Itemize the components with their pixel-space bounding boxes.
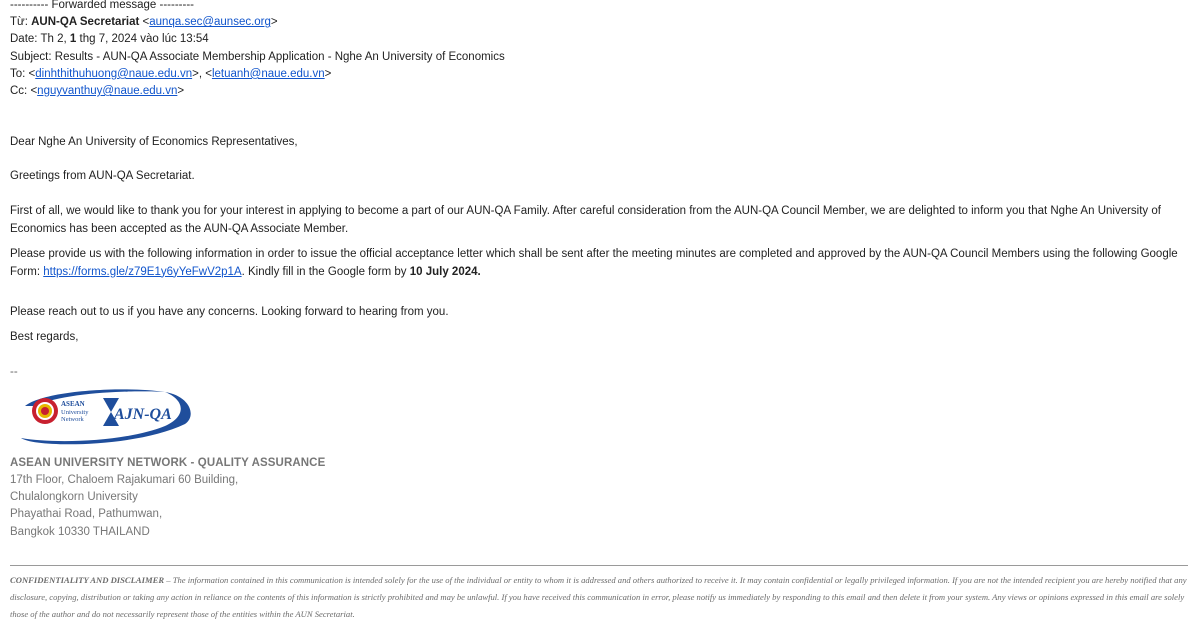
signature-separator: -- (10, 366, 18, 378)
subject-line (10, 49, 505, 66)
sender-name: AUN-QA Secretariat (31, 16, 140, 29)
logo-text-network: Network (61, 416, 84, 423)
greeting-text: Dear Nghe An University of Economics Representatives, (10, 136, 298, 148)
signature-block (10, 455, 325, 541)
closing-text: Best regards, (10, 331, 79, 343)
recipient-email-link-1[interactable]: dinhthithuhuong@naue.edu.vn (35, 67, 193, 80)
date-label: Date: (10, 33, 38, 46)
disclaimer-text: – The information contained in this communication is intended solely for the use of the individual or entity to whom it is addressed and others authorized to receive it. It may contain confidential or legally privileged information. If you are not the intended recipient you are hereby notified that any disclosure, copying, distribution or taking any action in reliance on the contents of this information is strictly prohibited and may be unlawful. If you have received this communication in error, please notify us immediately by responding to this email and then delete it from your system. Any views or opinions expressed in this email are solely those of the author and do not necessarily represent those of the entities within the AUN Secretariat. (10, 575, 1187, 619)
aun-qa-logo-graphic (15, 386, 195, 446)
date-day: 1 (69, 33, 77, 46)
logo-text-aun-qa: AJN-QA (114, 406, 172, 423)
forwarded-divider: ---------- Forwarded message --------- (10, 0, 194, 11)
cc-email-link[interactable]: nguyvanthuy@naue.edu.vn (37, 85, 178, 98)
signature-address-line-4: Bangkok 10330 THAILAND (10, 525, 150, 538)
signature-address-line-2: Chulalongkorn University (10, 491, 138, 504)
from-label: Từ: (10, 16, 28, 29)
google-form-link[interactable]: https://forms.gle/z79E1y6yYeFwV2p1A (43, 265, 242, 278)
logo-text-asean: ASEAN (61, 400, 85, 408)
recipient-email-link-2[interactable]: letuanh@naue.edu.vn (211, 67, 325, 80)
paragraph-contact: Please reach out to us if you have any concerns. Looking forward to hearing from you. (10, 306, 449, 318)
subject-label: Subject: (10, 50, 52, 63)
cc-label: Cc: (10, 85, 28, 98)
to-line: To: <dinhthithuhuong@naue.edu.vn>, <letuanh@naue.edu.vn> (10, 67, 332, 80)
from-line: Từ: AUN-QA Secretariat <aunqa.sec@aunsec.org> (10, 16, 278, 29)
subject-text: Results - AUN-QA Associate Membership Application - Nghe An University of Economics (54, 50, 505, 63)
form-instruction-text: Please provide us with the following information in order to issue the official acceptance letter which shall be sent after the meeting minutes are completed and approved by the AUN-QA Council Members using the following Google Form: (10, 248, 1178, 278)
cc-line: Cc: <nguyvanthuy@naue.edu.vn> (10, 85, 185, 98)
forward-header (10, 0, 505, 100)
confidentiality-disclaimer (10, 572, 1188, 623)
sender-email-link[interactable]: aunqa.sec@aunsec.org (149, 16, 271, 29)
form-deadline-date: 10 July 2024. (409, 265, 481, 278)
form-deadline-text: . Kindly fill in the Google form by (241, 265, 407, 278)
signature-organization: ASEAN UNIVERSITY NETWORK - QUALITY ASSURANCE (10, 457, 326, 469)
logo-text-university: University (61, 409, 89, 416)
to-label: To: (10, 67, 26, 80)
paragraph-acceptance: First of all, we would like to thank you for your interest in applying to become a part of our AUN-QA Family. After careful consideration from the AUN-QA Council Member, we are delighted to inform you that Nghe An University of Economics has been accepted as the AUN-QA Associate Member. (10, 205, 1161, 235)
signature-address-line-3: Phayathai Road, Pathumwan, (10, 508, 163, 521)
date-prefix: Th 2, (40, 33, 67, 46)
aun-qa-logo (15, 386, 195, 446)
disclaimer-divider (10, 565, 1188, 566)
disclaimer-heading: CONFIDENTIALITY AND DISCLAIMER (10, 575, 165, 585)
paragraph-google-form (10, 246, 1188, 281)
intro-text: Greetings from AUN-QA Secretariat. (10, 170, 195, 182)
date-line (10, 31, 505, 48)
date-suffix: thg 7, 2024 vào lúc 13:54 (79, 33, 209, 46)
signature-address-line-1: 17th Floor, Chaloem Rajakumari 60 Building, (10, 474, 239, 486)
